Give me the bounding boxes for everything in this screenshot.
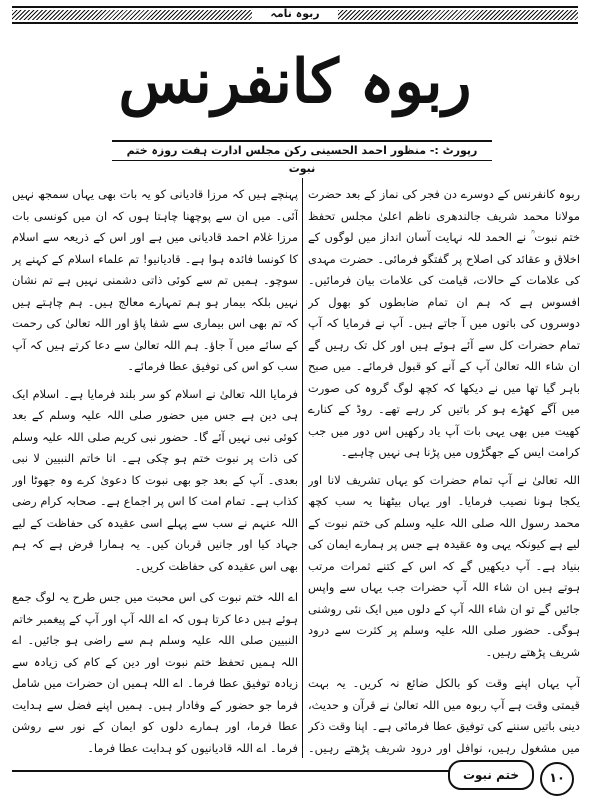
footer-rule — [12, 770, 512, 772]
left-column — [12, 184, 298, 762]
right-column — [308, 184, 580, 762]
left-paragraph-3: اے اللہ ختم نبوت کی اس محبت میں جس طرح یہ لوگ جمع ہوئے ہیں دعا کرتا ہوں کہ اے اللہ آپ اور آپ کے پیغمبر خاتم النبیین صلی اللہ علیہ وسلم ہم سے راضی ہو جائیں۔ اے اللہ ہمیں تحفظ ختم نبوت اور دین کے کام کی زیادہ سے زیادہ توفیق عطا فرما۔ اے اللہ ہمیں ان حضرات میں شامل فرما جو حضور کے وفادار ہیں۔ ہمیں اپنے فضل سے ہدایت عطا فرما، اور ہمارے دلوں کو ایمان کے نور سے روشن فرما۔ اے اللہ قادیانیوں کو ہدایت عطا فرما۔ — [12, 590, 298, 755]
page-header-bar — [12, 6, 578, 24]
footer-publication-label: ختم نبوت — [448, 760, 534, 790]
right-paragraph-2: اللہ تعالیٰ نے آپ تمام حضرات کو یہاں تشریف لانا اور یکجا ہونا نصیب فرمایا۔ اور یہاں بیٹھنا یہ سب کچھ محمد رسول اللہ صلی اللہ علیہ وسلم کی ختم نبوت کے لیے ہے کیونکہ یہی وہ عقیدہ ہے جس پر ہمارے ایمان کی بنیاد ہے۔ آپ دیکھیں گے کہ اس کے کتنے ثمرات مرتب ہوتے ہیں ان شاء اللہ آپ حضرات جب یہاں سے واپس جائیں گے تو ان شاء اللہ آپ کے دلوں میں ایک نئی روشنی ہوگی۔ حضور صلی اللہ علیہ وسلم پر کثرت سے درود شریف پڑھتے رہیں۔ — [308, 472, 580, 659]
page-number: ۱۰ — [540, 762, 574, 796]
header-hatch-right — [338, 10, 578, 20]
left-paragraph-2: فرمایا اللہ تعالیٰ نے اسلام کو سر بلند فرمایا ہے۔ اسلام ایک ہی دین ہے جس میں حضور صلی اللہ علیہ وسلم کے بعد کوئی نبی نہیں آئے گا۔ حضور نبی کریم صلی اللہ علیہ وسلم کی ذات پر نبوت ختم ہو چکی ہے۔ انا خاتم النبیین لا نبی بعدی۔ آپ کے بعد جو بھی نبوت کا دعویٰ کرے وہ جھوٹا اور کذاب ہے۔ تمام امت کا اس پر اجماع ہے۔ صحابہ کرام رضی اللہ عنہم نے سب سے پہلے اسی عقیدہ کی حفاظت کے لیے جہاد کیا اور جانیں قربان کیں۔ یہ ہمارا فرض ہے کہ ہم بھی اس عقیدہ کی حفاظت کریں۔ — [12, 386, 298, 573]
right-paragraph-3: آپ یہاں اپنے وقت کو بالکل ضائع نہ کریں۔ یہ بہت قیمتی وقت ہے آپ ربوہ میں اللہ تعالیٰ نے قرآن و حدیث، دینی باتیں سننے کی توفیق عطا فرمائی ہے۔ اپنا وقت ذکر میں مشغول رہیں، نوافل اور درود شریف پڑھتے رہیں۔ — [308, 676, 580, 755]
header-label: ربوہ نامہ — [270, 7, 320, 20]
article-byline: رپورٹ :- منظور احمد الحسینی رکن مجلس ادارت ہفت روزہ ختم نبوت — [112, 140, 492, 161]
column-divider — [302, 178, 303, 758]
header-hatch-left — [12, 10, 252, 20]
left-paragraph-1: پہنچے ہیں کہ مرزا قادیانی کو یہ بات بھی یہاں سمجھ نہیں آئی۔ میں ان سے پوچھنا چاہتا ہوں کہ ان میں کونسی بات مرزا غلام احمد قادیانی میں ہے اور اس کے ذریعہ سے اسلام کا کونسا فائدہ ہوا ہے۔ قادیانیو! تم علماء اسلام کے کہنے پر سوچو۔ ہمیں تم سے کوئی ذاتی دشمنی نہیں ہے تم نشان نہیں بلکہ بیمار ہو ہم تمہارے معالج ہیں۔ ہم چاہتے ہیں کہ تم بھی اس بیماری سے شفا پاؤ اور اللہ تعالیٰ کی رحمت کے سائے میں آ جاؤ۔ ہم اللہ تعالیٰ سے دعا کرتے ہیں کہ آپ سب کو اس کی توفیق عطا فرمائے۔ — [12, 187, 298, 373]
article-title: ربوہ کانفرنس — [118, 47, 472, 117]
right-paragraph-1: ربوہ کانفرنس کے دوسرے دن فجر کی نماز کے بعد حضرت مولانا محمد شریف جالندھری ناظم اعلیٰ مجلس تحفظ ختم نبوت ؒ نے الحمد للہ نہایت آسان انداز میں لوگوں کے اخلاق و عقائد کی اصلاح پر گفتگو فرمائی۔ حضرت مہدی کی علامات کے حالات، قیامت کی علامات بیان فرمائیں۔ افسوس ہے کہ ہم ان تمام ضابطوں کو بھول کر دوسروں کی باتوں میں آ جاتے ہیں۔ آپ نے فرمایا کہ آپ تمام حضرات کل سے آئے ہوئے ہیں اور کل تک رہیں گے ان شاء اللہ تعالیٰ آپ کے آنے کو قبول فرمائے۔ میں صبح باہر گیا تھا میں نے دیکھا کہ کچھ لوگ گروہ کی صورت میں آگے کھڑے ہو کر باتیں کر رہے تھے۔ روڈ کے کنارے کھیت میں بھی یہی بات آپ یاد رکھیں اس دور میں جب کرامت ایس کے جھگڑوں میں پڑنا ہی نہیں چاہیے۔ — [308, 187, 580, 459]
